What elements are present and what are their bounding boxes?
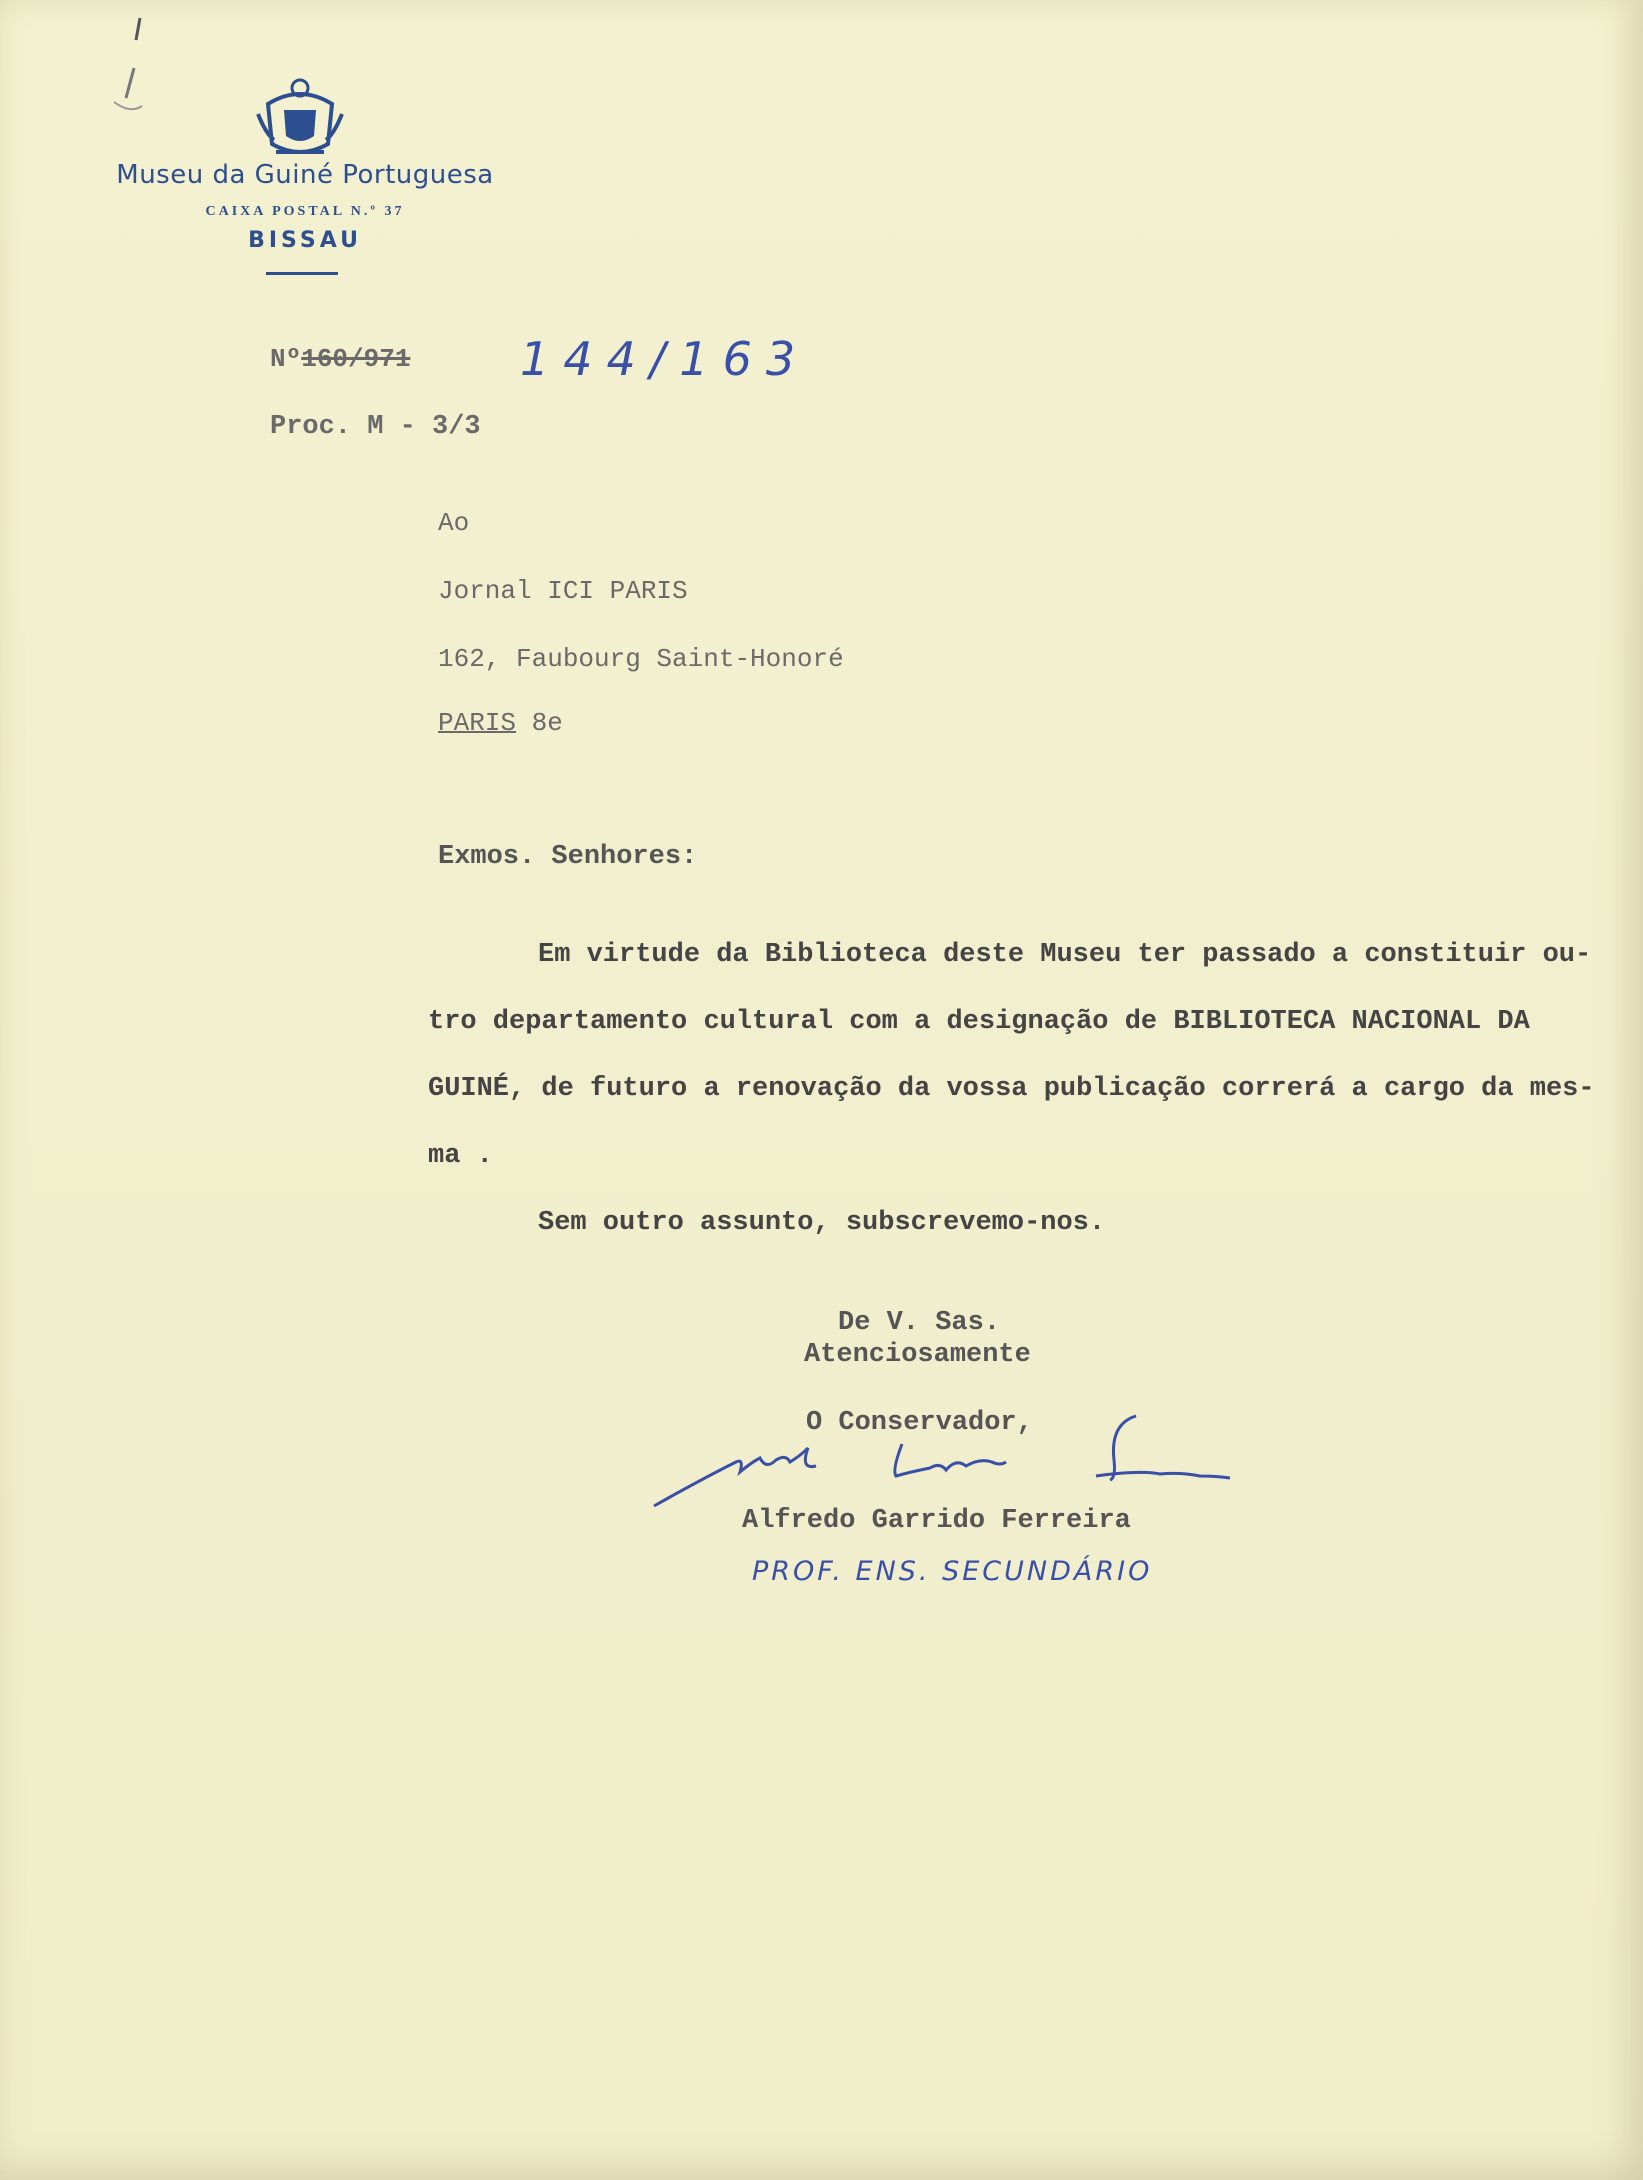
addressee-name: Jornal ICI PARIS	[438, 576, 688, 606]
coat-of-arms-icon	[254, 74, 346, 160]
reference-number	[270, 344, 410, 374]
letterhead-divider	[266, 272, 338, 275]
signer-name: Alfredo Garrido Ferreira	[742, 1506, 1131, 1536]
addressee-street: 162, Faubourg Saint-Honoré	[438, 644, 844, 674]
process-number: Proc. M - 3/3	[270, 412, 481, 442]
signer-role: O Conservador,	[806, 1408, 1033, 1438]
body-line: tro departamento cultural com a designação de BIBLIOTECA NACIONAL DA	[428, 1007, 1530, 1037]
letterhead-city: BISSAU	[248, 228, 362, 253]
closing-line: Sem outro assunto, subscrevemo-nos.	[538, 1208, 1106, 1238]
letter-body	[428, 922, 1618, 1257]
reference-number-struck: 160/971	[301, 344, 411, 374]
greeting: Exmos. Senhores:	[438, 842, 698, 872]
addressee-city-line	[438, 708, 563, 738]
handwritten-title: PROF. ENS. SECUNDÁRIO	[752, 1556, 1153, 1587]
reference-number-label: Nº	[270, 344, 302, 374]
complimentary-close-1: De V. Sas.	[838, 1308, 1001, 1338]
complimentary-close-2: Atenciosamente	[804, 1340, 1031, 1370]
institution-name: Museu da Guiné Portuguesa	[116, 160, 494, 190]
pen-scratch-mark	[112, 10, 152, 130]
addressee-district: 8e	[531, 708, 563, 738]
body-line: Em virtude da Biblioteca deste Museu ter passado a constituir ou-	[538, 940, 1592, 970]
addressee-city: PARIS	[438, 708, 517, 738]
body-line: ma .	[428, 1141, 493, 1171]
postal-box: CAIXA POSTAL N.º 37	[205, 204, 405, 219]
body-line: GUINÉ, de futuro a renovação da vossa publicação correrá a cargo da mes-	[428, 1074, 1595, 1104]
addressee-to: Ao	[438, 508, 470, 538]
handwritten-reference-number: 144/163	[520, 332, 810, 386]
